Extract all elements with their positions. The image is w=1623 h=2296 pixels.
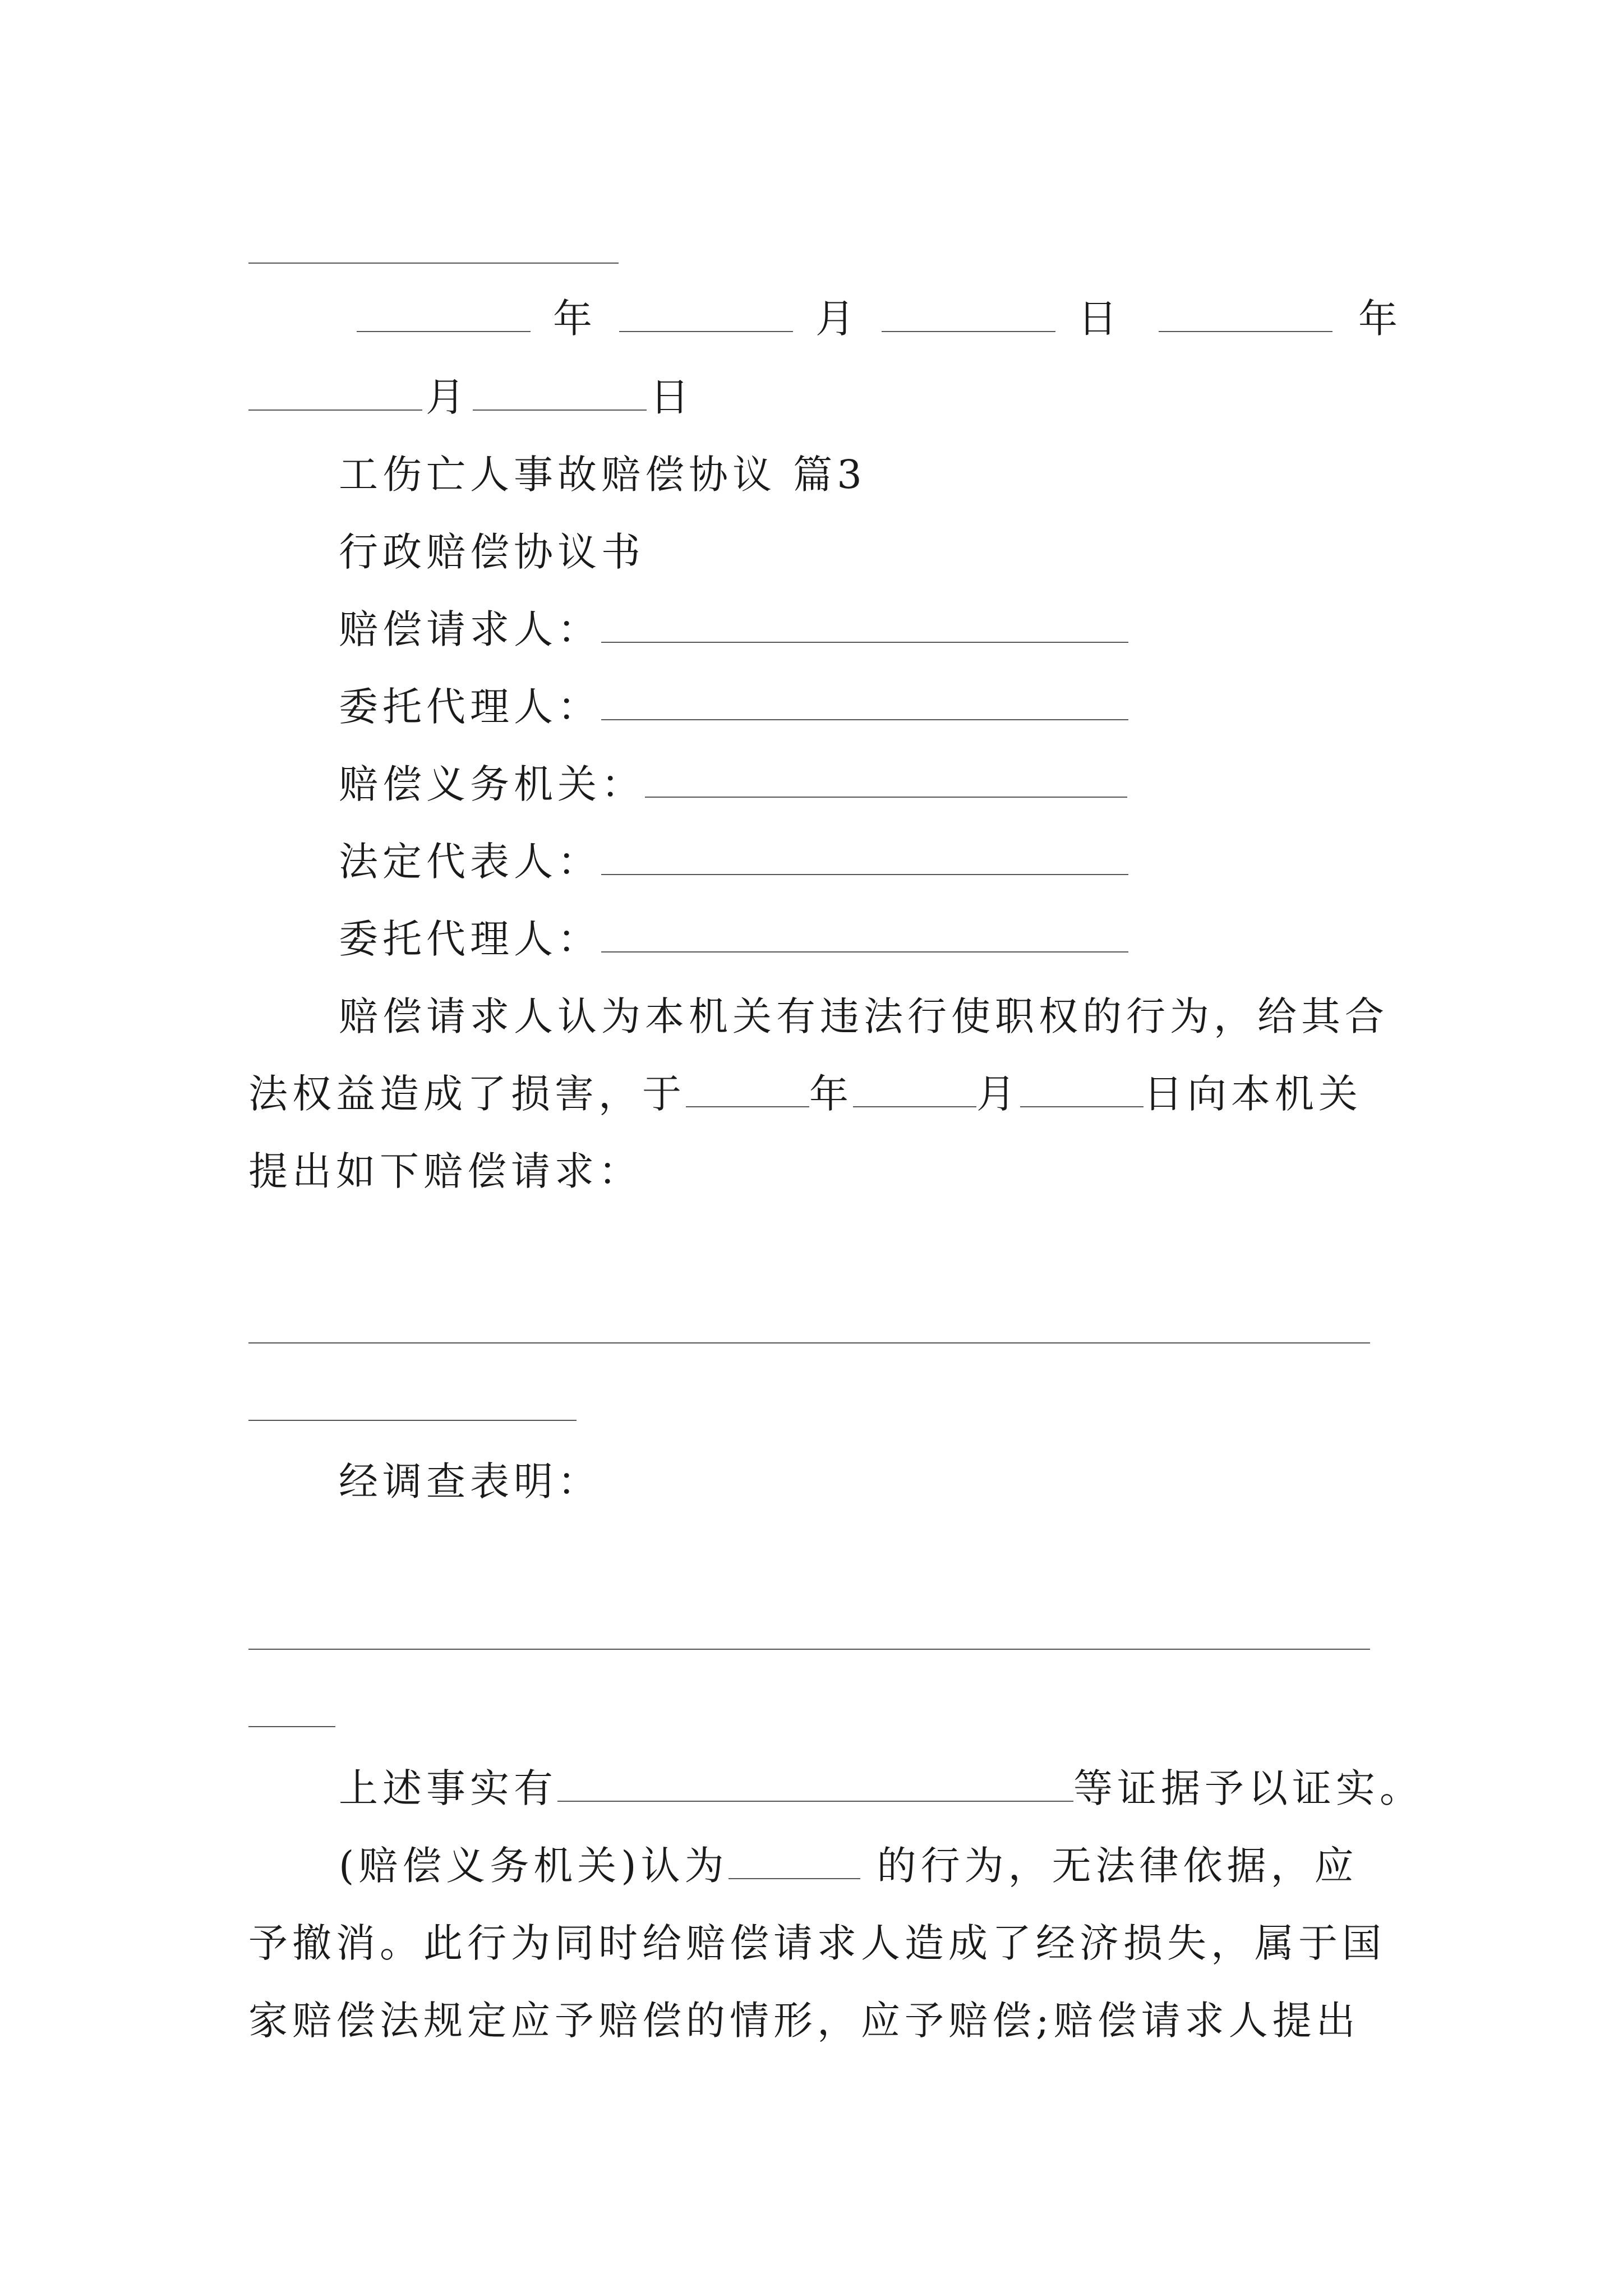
field-claimant-blank[interactable]	[601, 607, 1128, 643]
field-agent-2-blank[interactable]	[601, 917, 1128, 953]
day-blank-2[interactable]	[473, 375, 647, 411]
day-label-1: 日	[1078, 296, 1122, 342]
field-agent-1	[339, 684, 1132, 729]
field-obligor	[339, 762, 1131, 807]
para1-line3: 提出如下赔偿请求：	[248, 1148, 642, 1194]
field-legal-rep-label: 法定代表人：	[339, 839, 601, 885]
para1-day-rest: 日向本机关	[1144, 1071, 1362, 1117]
field-claimant-label: 赔偿请求人：	[339, 606, 601, 652]
day-blank-1[interactable]	[882, 296, 1055, 332]
claim-answer-line-2[interactable]	[248, 1420, 577, 1421]
document-title: 行政赔偿协议书	[339, 529, 645, 575]
field-agent-2	[339, 917, 1132, 961]
para1-year-label: 年	[809, 1071, 853, 1117]
investigation-answer-line-1[interactable]	[248, 1649, 1370, 1650]
signature-date-row-2	[248, 375, 694, 420]
investigation-answer-line-2[interactable]	[248, 1726, 335, 1727]
evidence-prefix: 上述事实有	[339, 1765, 557, 1811]
month-blank-1[interactable]	[619, 296, 793, 332]
para1-year-blank[interactable]	[686, 1071, 809, 1107]
investigation-label: 经调查表明：	[339, 1458, 601, 1504]
field-legal-rep	[339, 839, 1132, 884]
month-label-1: 月	[815, 296, 859, 342]
para1-line2	[248, 1071, 1362, 1116]
para2-line1	[339, 1843, 1358, 1888]
field-legal-rep-blank[interactable]	[601, 839, 1128, 875]
para2-line1-b: 的行为，无法律依据，应	[877, 1843, 1358, 1889]
claim-answer-line-1[interactable]	[248, 1342, 1370, 1343]
para1-line1: 赔偿请求人认为本机关有违法行使职权的行为，给其合	[339, 993, 1389, 1039]
para2-line3: 家赔偿法规定应予赔偿的情形，应予赔偿;赔偿请求人提出	[248, 1998, 1360, 2044]
field-agent-2-label: 委托代理人：	[339, 916, 601, 962]
year-label-1: 年	[553, 296, 597, 342]
day-label-2: 日	[650, 374, 694, 420]
signature-date-row-1	[353, 296, 1402, 341]
section-heading: 工伤亡人事故赔偿协议 篇3	[339, 452, 866, 498]
field-obligor-blank[interactable]	[645, 762, 1127, 798]
para1-day-blank[interactable]	[1020, 1071, 1144, 1107]
evidence-line	[339, 1766, 1423, 1811]
para1-month-label: 月	[976, 1071, 1020, 1117]
para2-line2: 予撤消。此行为同时给赔偿请求人造成了经济损失，属于国	[248, 1920, 1386, 1966]
field-agent-1-blank[interactable]	[601, 684, 1128, 720]
month-label-2: 月	[426, 374, 469, 420]
month-blank-2[interactable]	[248, 375, 422, 411]
evidence-blank[interactable]	[557, 1766, 1073, 1802]
evidence-suffix: 等证据予以证实。	[1073, 1765, 1423, 1811]
year-label-2: 年	[1358, 296, 1402, 342]
year-blank-2[interactable]	[1159, 296, 1332, 332]
field-claimant	[339, 607, 1132, 652]
year-blank-1[interactable]	[357, 296, 531, 332]
para1-line2-text: 法权益造成了损害，于	[248, 1071, 686, 1117]
para2-act-blank[interactable]	[728, 1843, 860, 1879]
field-obligor-label: 赔偿义务机关：	[339, 761, 645, 807]
para2-line1-a: (赔偿义务机关)认为	[339, 1843, 728, 1889]
signature-line-top	[248, 263, 619, 264]
field-agent-1-label: 委托代理人：	[339, 684, 601, 730]
para1-month-blank[interactable]	[853, 1071, 976, 1107]
